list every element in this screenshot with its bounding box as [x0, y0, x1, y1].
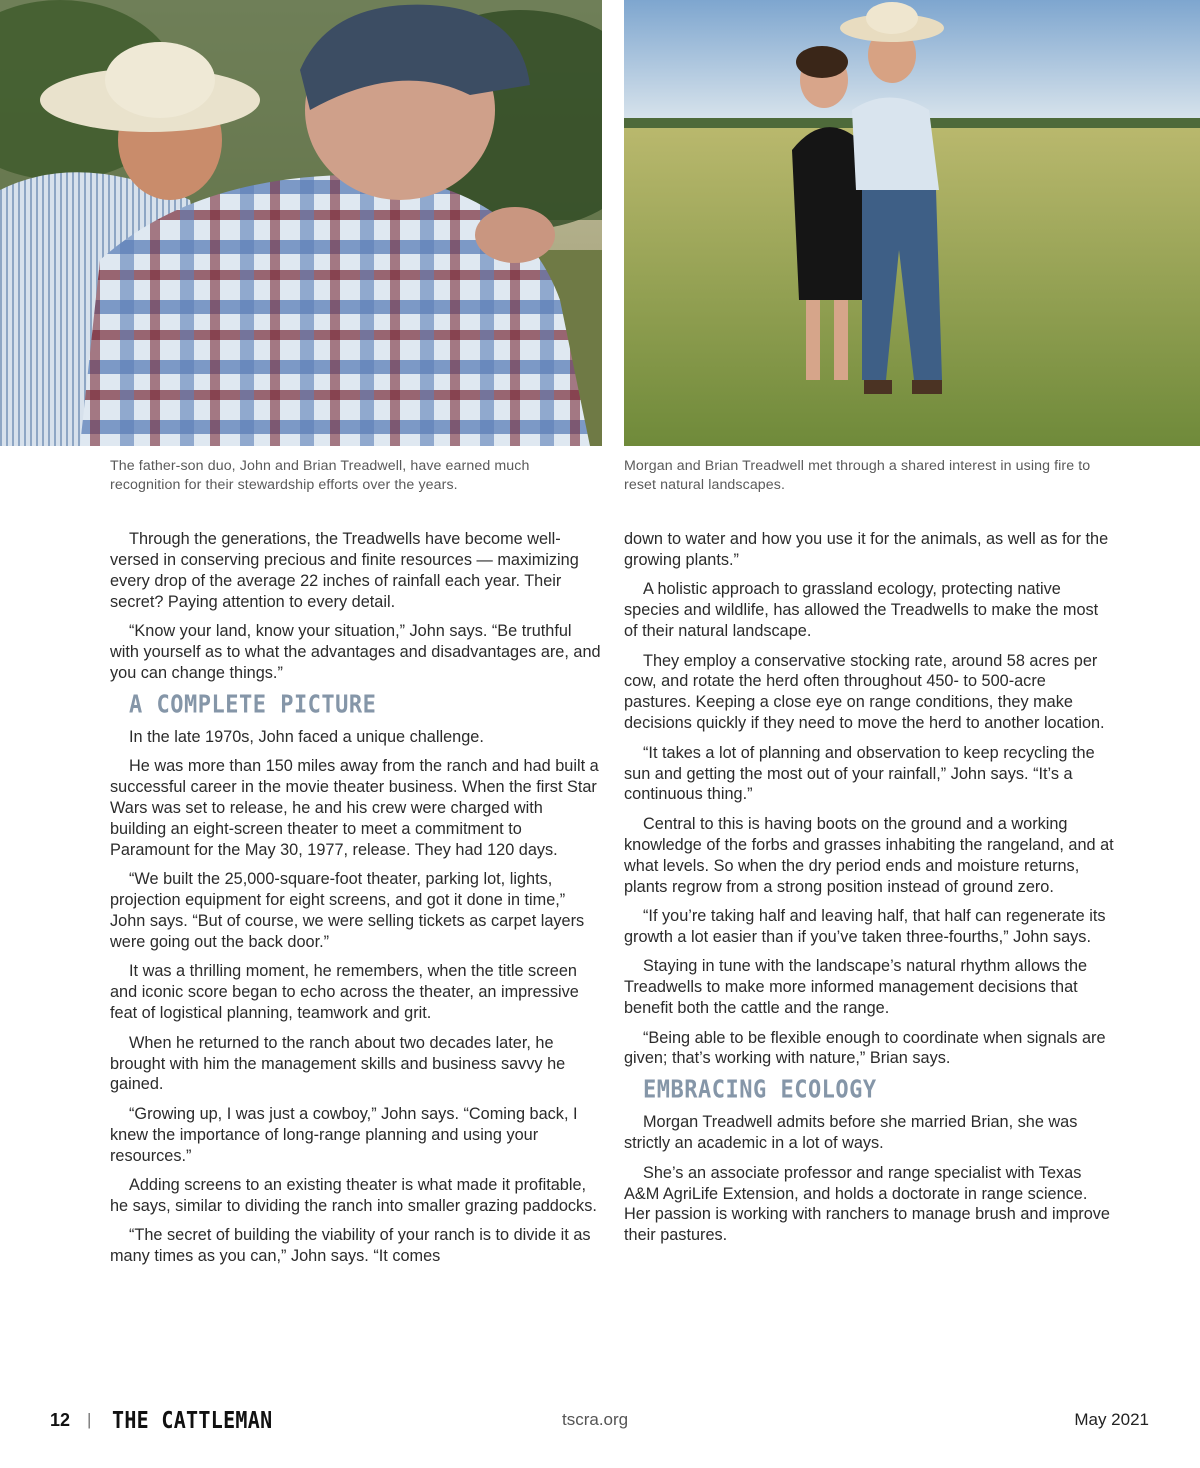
- paragraph: “Know your land, know your situation,” John says. “Be truthful with yourself as to what the advantages and disadvantages are, and you can change things.”: [110, 622, 601, 682]
- paragraph: They employ a conservative stocking rate, around 58 acres per cow, and rotate the herd often throughout 450- to 500-acre pastures. Keeping a close eye on range conditions, they make decisions quickly if they need to move the herd to another location.: [624, 651, 1105, 733]
- article-column-right: [624, 529, 1116, 1255]
- website-url: tscra.org: [562, 1410, 629, 1429]
- paragraph: In the late 1970s, John faced a unique challenge.: [129, 727, 484, 746]
- paragraph: “If you’re taking half and leaving half, that half can regenerate its growth a lot easier than if you’ve taken three-fourths,” John says.: [624, 907, 1106, 946]
- page-footer: [0, 1406, 1200, 1434]
- issue-date: May 2021: [1074, 1410, 1149, 1429]
- paragraph: “Growing up, I was just a cowboy,” John says. “Coming back, I knew the importance of long-range planning and using your resources.”: [110, 1104, 578, 1165]
- photo-father-son: [0, 0, 602, 446]
- paragraph: “Being able to be flexible enough to coordinate when signals are given; that’s working with nature,” Brian says.: [624, 1028, 1106, 1068]
- article-column-left: [110, 529, 602, 1276]
- footer-separator: |: [87, 1410, 92, 1429]
- photo-morgan-brian: [624, 0, 1200, 446]
- paragraph: A holistic approach to grassland ecology, protecting native species and wildlife, has allowed the Treadwells to make the most of their natural landscape.: [624, 580, 1099, 641]
- paragraph: Morgan Treadwell admits before she married Brian, she was strictly an academic in a lot of ways.: [624, 1113, 1078, 1153]
- paragraph-continued: down to water and how you use it for the animals, as well as for the growing plants.”: [624, 530, 1109, 569]
- paragraph: Through the generations, the Treadwells have become well-versed in conserving precious and finite resources — maximizing every drop of the average 22 inches of rainfall each year. Their secret? Paying attention to every detail.: [110, 530, 579, 611]
- paragraph: Adding screens to an existing theater is what made it profitable, he says, similar to dividing the ranch into smaller grazing paddocks.: [110, 1176, 597, 1215]
- photo-caption-right: Morgan and Brian Treadwell met through a shared interest in using fire to reset natural landscapes.: [624, 458, 1091, 493]
- paragraph: It was a thrilling moment, he remembers, when the title screen and iconic score began to echo across the theater, an impressive feat of logistical planning, teamwork and grit.: [110, 962, 579, 1023]
- paragraph: Central to this is having boots on the ground and a working knowledge of the forbs and grasses inhabiting the rangeland, and at what levels. So when the dry period ends and moisture returns, plants regrow from a strong position instead of ground zero.: [624, 814, 1114, 896]
- section-heading-complete-picture: A COMPLETE PICTURE: [129, 691, 377, 720]
- section-heading-embracing-ecology: EMBRACING ECOLOGY: [643, 1076, 877, 1105]
- paragraph: Staying in tune with the landscape’s natural rhythm allows the Treadwells to make more informed management decisions that benefit both the cattle and the range.: [624, 957, 1088, 1018]
- paragraph: “We built the 25,000-square-foot theater, parking lot, lights, projection equipment for eight screens, and got it done in time,” John says. “But of course, we were selling tickets as carpet layers were going out the back door.”: [110, 870, 585, 951]
- publication-name: THE CATTLEMAN: [112, 1406, 273, 1434]
- paragraph: “The secret of building the viability of your ranch is to divide it as many times as you can,” John says. “It comes: [110, 1226, 591, 1266]
- paragraph: “It takes a lot of planning and observation to keep recycling the sun and getting the most out of your rainfall,” John says. “It’s a continuous thing.”: [624, 743, 1095, 804]
- page-number: 12: [50, 1410, 71, 1430]
- paragraph: She’s an associate professor and range specialist with Texas A&M AgriLife Extension, and holds a doctorate in range science. Her passion is working with ranchers to manage brush and improve their pastures.: [624, 1163, 1110, 1245]
- photo-caption-left: The father-son duo, John and Brian Treadwell, have earned much recognition for their stewardship efforts over the years.: [110, 458, 530, 493]
- paragraph: When he returned to the ranch about two decades later, he brought with him the management skills and business savvy he gained.: [110, 1033, 566, 1094]
- paragraph: He was more than 150 miles away from the ranch and had built a successful career in the movie theater business. When the first Star Wars was set to release, he and his crew were charged with building an eight-screen theater to meet a commitment to Paramount for the May 30, 1977, release. They had 120 days.: [110, 757, 599, 859]
